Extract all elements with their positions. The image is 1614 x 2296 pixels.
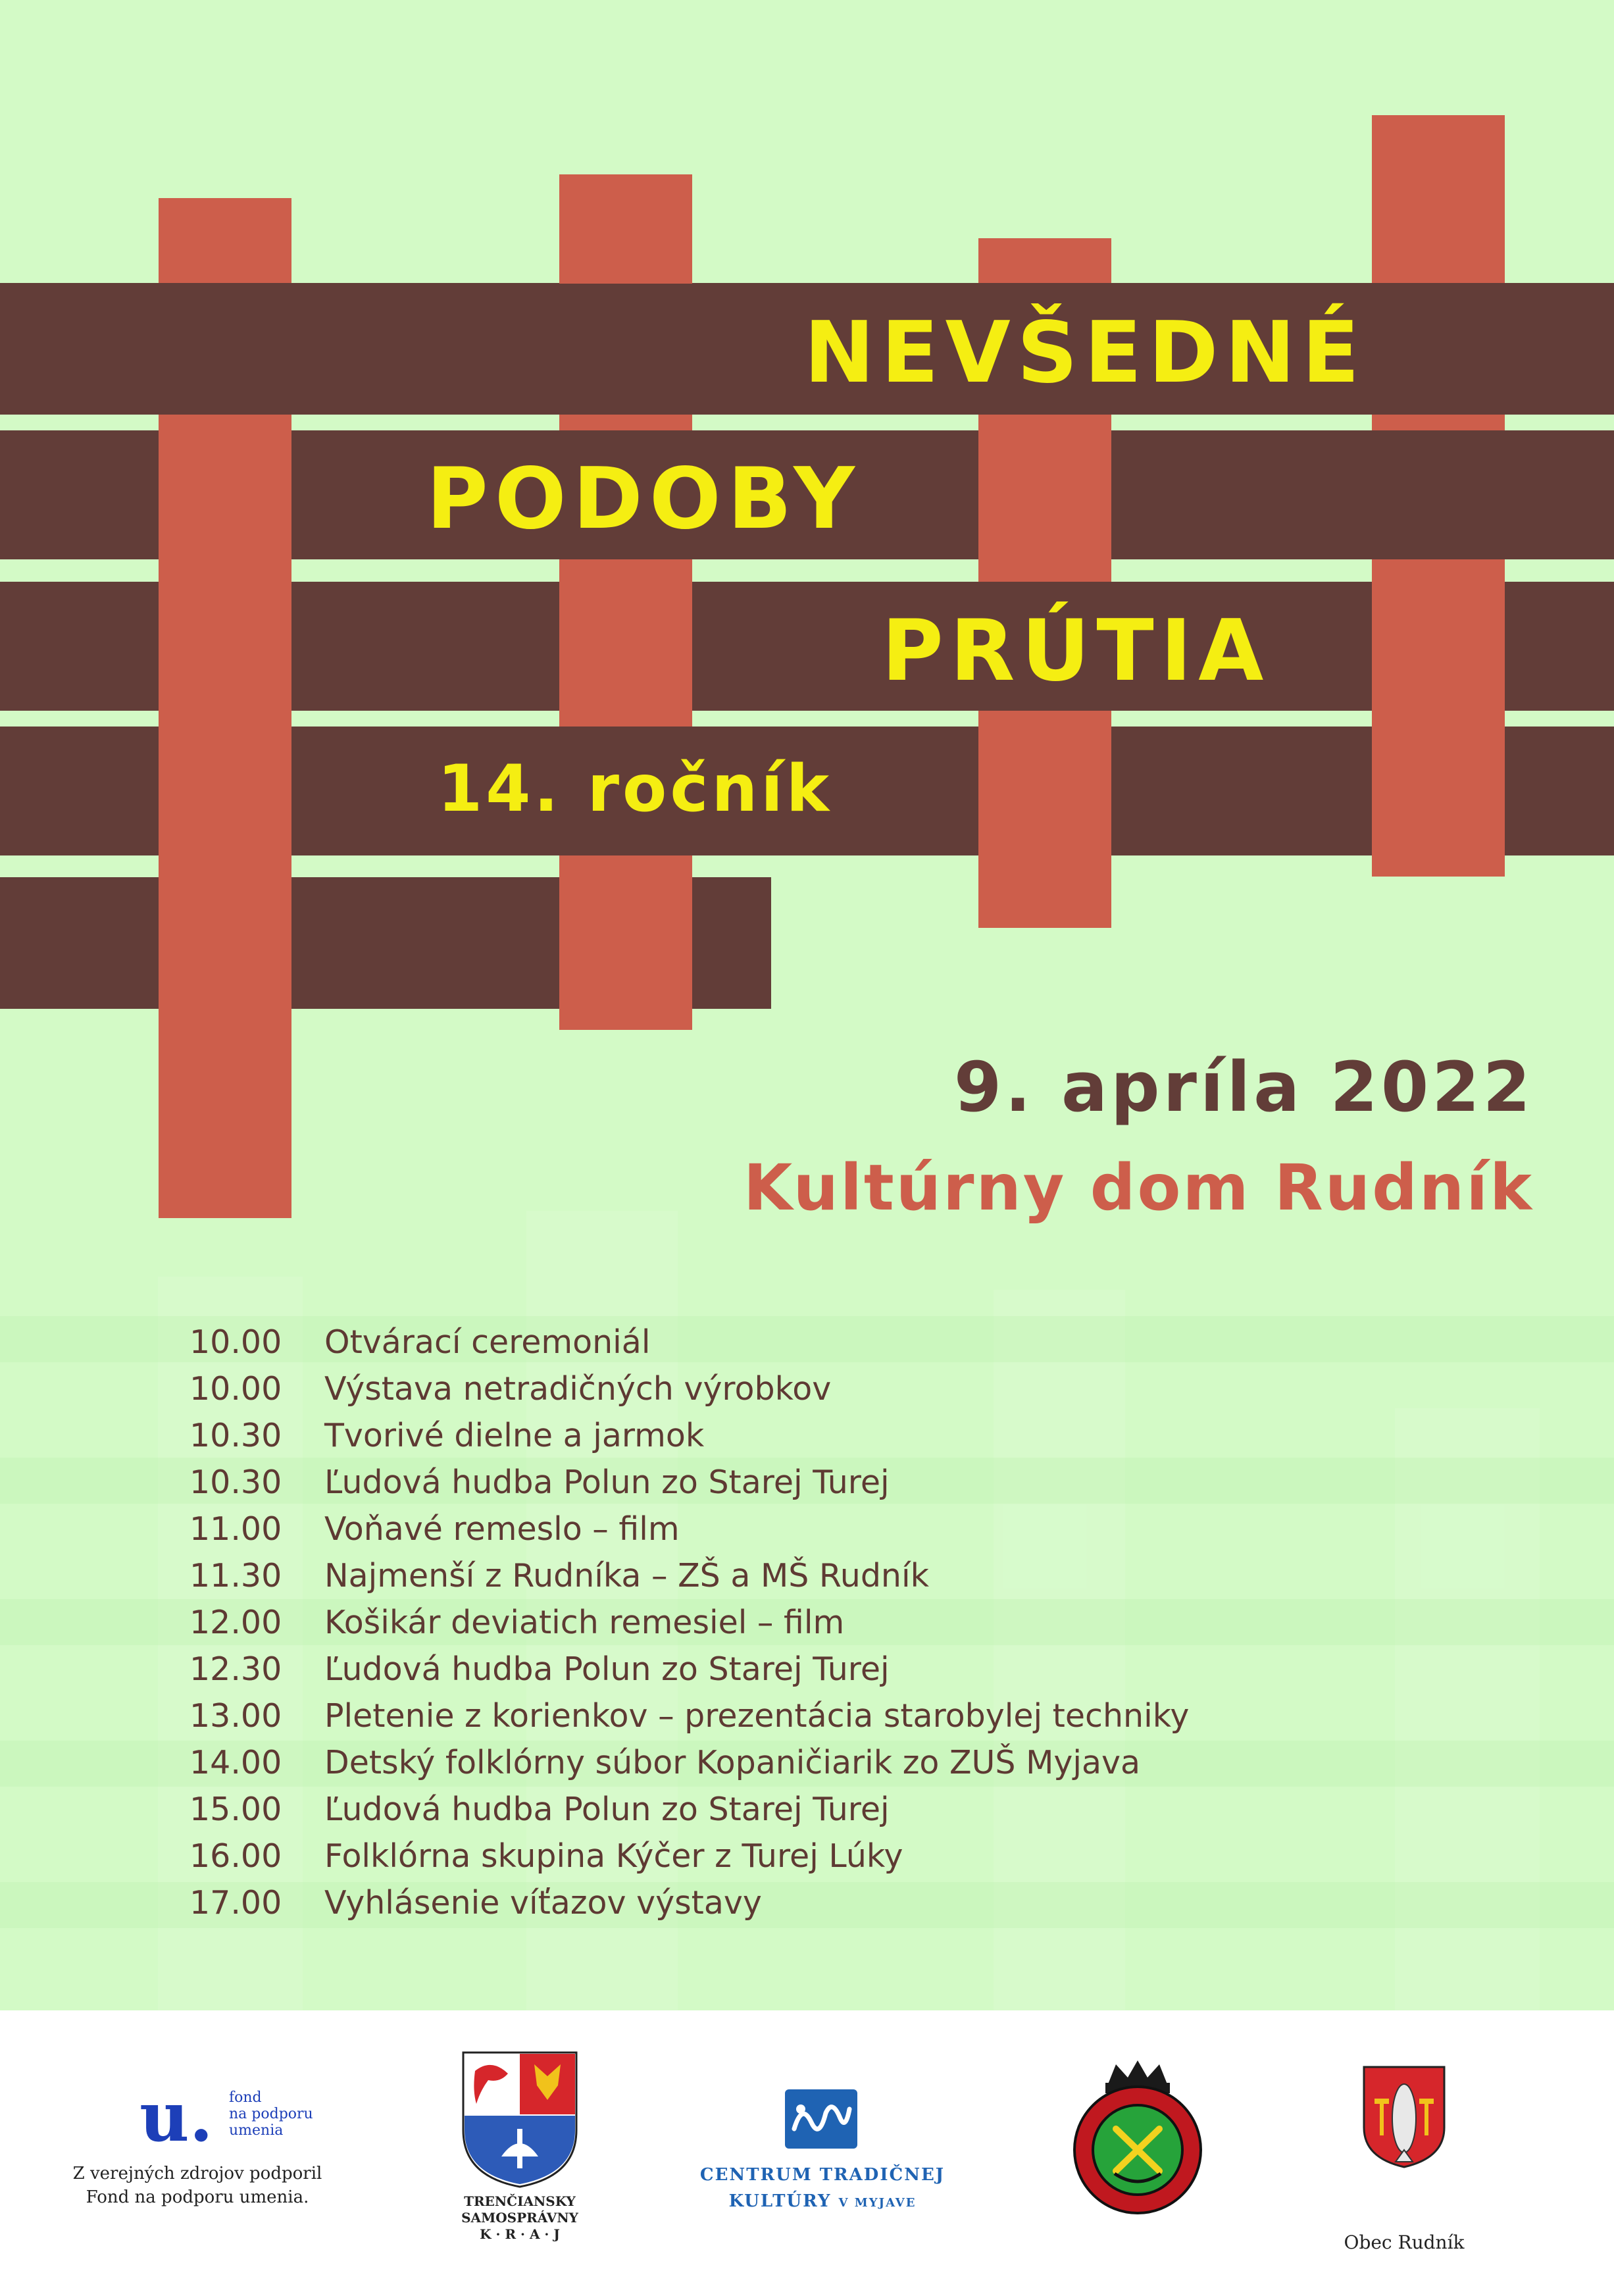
schedule-row bbox=[189, 1365, 1505, 1412]
edition-label: 14. ročník bbox=[438, 752, 833, 827]
schedule-time: 10.30 bbox=[189, 1417, 282, 1454]
schedule-time: 10.30 bbox=[189, 1464, 282, 1501]
schedule-event: Vyhlásenie víťazov výstavy bbox=[324, 1884, 762, 1922]
weave-over-segment bbox=[559, 174, 692, 284]
fpu-name: fond na podporu umenia bbox=[229, 2089, 313, 2139]
schedule-event: Detský folklórny súbor Kopaničiarik zo ZUŠ Myjava bbox=[324, 1744, 1141, 1781]
ctk-name: CENTRUM TRADIČNEJ KULTÚRY V MYJAVE bbox=[699, 2165, 946, 2211]
schedule-time: 13.00 bbox=[189, 1697, 282, 1735]
fpu-logo-icon: u. bbox=[139, 2076, 213, 2157]
schedule-row bbox=[189, 1646, 1505, 1693]
schedule-row bbox=[189, 1786, 1505, 1833]
schedule-event: Otvárací ceremoniál bbox=[324, 1323, 651, 1361]
sponsor-footer bbox=[0, 2010, 1614, 2296]
tsk-coat-of-arms-icon bbox=[462, 2051, 578, 2188]
ctk-logo-icon bbox=[785, 2089, 857, 2149]
weave-over-segment bbox=[1372, 115, 1505, 283]
weave-over-segment bbox=[978, 711, 1111, 928]
schedule-time: 12.30 bbox=[189, 1650, 282, 1688]
schedule-row bbox=[189, 1412, 1505, 1459]
schedule-event: Košikár deviatich remesiel – film bbox=[324, 1604, 845, 1641]
schedule-list bbox=[189, 1319, 1505, 1926]
title-line-1: NEVŠEDNÉ bbox=[804, 304, 1367, 402]
weave-over-segment bbox=[1372, 559, 1505, 877]
schedule-event: Ľudová hudba Polun zo Starej Turej bbox=[324, 1650, 890, 1688]
schedule-row bbox=[189, 1833, 1505, 1879]
schedule-time: 17.00 bbox=[189, 1884, 282, 1922]
schedule-row bbox=[189, 1506, 1505, 1552]
schedule-time: 10.00 bbox=[189, 1323, 282, 1361]
schedule-row bbox=[189, 1599, 1505, 1646]
event-date: 9. apríla 2022 bbox=[953, 1047, 1534, 1127]
cech-emblem-icon bbox=[1062, 2058, 1213, 2216]
schedule-event: Výstava netradičných výrobkov bbox=[324, 1370, 832, 1408]
schedule-row bbox=[189, 1739, 1505, 1786]
title-line-3: PRÚTIA bbox=[882, 602, 1271, 700]
fpu-caption: Z verejných zdrojov podporil Fond na podporu umenia. bbox=[72, 2164, 322, 2207]
tsk-name: TRENČIANSKY SAMOSPRÁVNY K · R · A · J bbox=[461, 2193, 578, 2242]
rudnik-coat-of-arms-icon bbox=[1363, 2066, 1446, 2168]
event-venue: Kultúrny dom Rudník bbox=[743, 1151, 1534, 1225]
schedule-row bbox=[189, 1693, 1505, 1739]
schedule-row bbox=[189, 1879, 1505, 1926]
schedule-event: Tvorivé dielne a jarmok bbox=[324, 1417, 705, 1454]
weave-over-segment bbox=[978, 415, 1111, 582]
schedule-time: 11.00 bbox=[189, 1510, 282, 1548]
schedule-event: Voňavé remeslo – film bbox=[324, 1510, 680, 1548]
schedule-time: 14.00 bbox=[189, 1744, 282, 1781]
obec-caption: Obec Rudník bbox=[1344, 2232, 1465, 2253]
schedule-event: Ľudová hudba Polun zo Starej Turej bbox=[324, 1464, 890, 1501]
schedule-row bbox=[189, 1552, 1505, 1599]
title-line-2: PODOBY bbox=[426, 450, 861, 548]
schedule-row bbox=[189, 1459, 1505, 1506]
weave-over-segment bbox=[559, 855, 692, 1030]
schedule-time: 10.00 bbox=[189, 1370, 282, 1408]
schedule-time: 12.00 bbox=[189, 1604, 282, 1641]
schedule-event: Pletenie z korienkov – prezentácia starobylej techniky bbox=[324, 1697, 1190, 1735]
weave-over-segment bbox=[559, 559, 692, 727]
schedule-time: 16.00 bbox=[189, 1837, 282, 1875]
schedule-time: 11.30 bbox=[189, 1557, 282, 1594]
weave-over-segment bbox=[159, 415, 291, 1218]
schedule-event: Ľudová hudba Polun zo Starej Turej bbox=[324, 1791, 890, 1828]
schedule-row bbox=[189, 1319, 1505, 1365]
schedule-event: Najmenší z Rudníka – ZŠ a MŠ Rudník bbox=[324, 1557, 929, 1594]
schedule-event: Folklórna skupina Kýčer z Turej Lúky bbox=[324, 1837, 903, 1875]
schedule-time: 15.00 bbox=[189, 1791, 282, 1828]
